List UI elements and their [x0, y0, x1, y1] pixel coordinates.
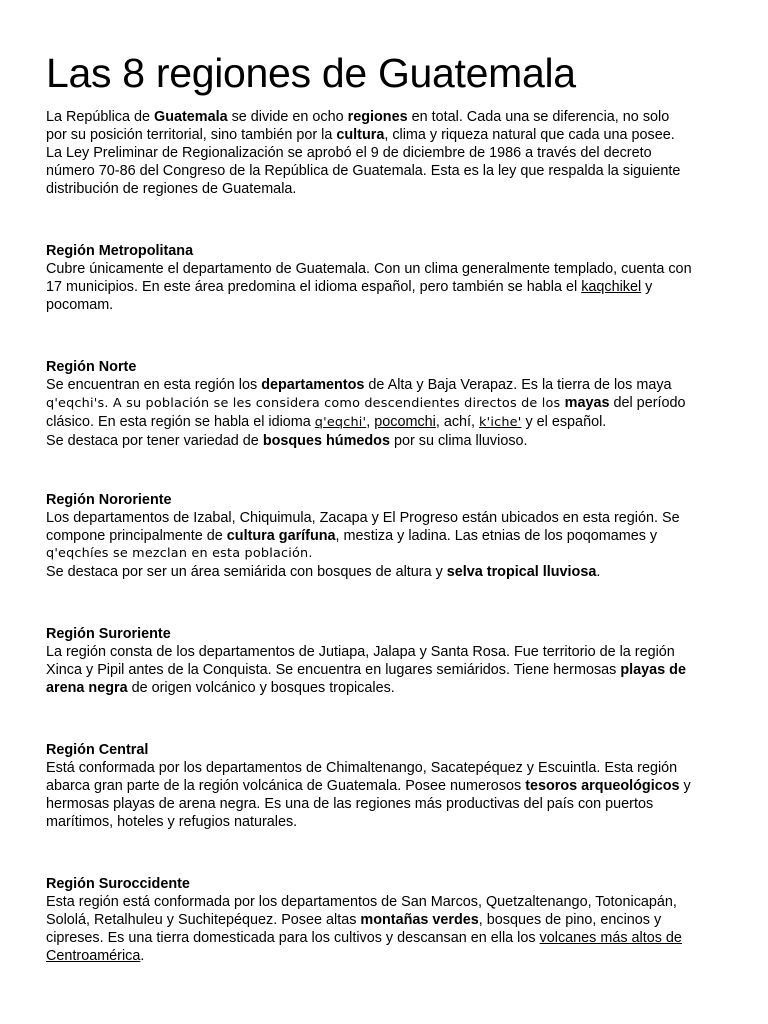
page-title: Las 8 regiones de Guatemala	[46, 50, 576, 96]
text: q'eqchi's. A su población se les considera como descendientes directos de los	[46, 396, 565, 411]
text: Cubre únicamente el departamento de Guatemala. Con un clima generalmente templado, cuenta con	[46, 261, 692, 277]
text: , achí,	[435, 414, 480, 430]
link-kiche[interactable]: k'iche'	[479, 415, 522, 430]
link-pocomchi[interactable]: pocomchi	[374, 414, 436, 430]
intro-paragraph	[46, 108, 736, 198]
text: pocomam.	[46, 297, 114, 313]
section-body-metropolitana	[46, 260, 736, 314]
text: de origen volcánico y bosques tropicales.	[127, 680, 395, 696]
text: Está conformada por los departamentos de Chimaltenango, Sacatepéquez y Escuintla. Esta región	[46, 760, 678, 776]
text: Se destaca por ser un área semiárida con bosques de altura y	[46, 564, 447, 580]
text: La Ley Preliminar de Regionalización se aprobó el 9 de diciembre de 1986 a través del decreto	[46, 145, 652, 161]
bold-text: bosques húmedos	[262, 433, 390, 449]
bold-text: arena negra	[46, 680, 128, 696]
text: ,	[366, 414, 375, 430]
text: Los departamentos de Izabal, Chiquimula, Zacapa y El Progreso están ubicados en esta región. Se	[46, 510, 680, 526]
section-heading-norte: Región Norte	[46, 359, 137, 375]
text: por su posición territorial, sino también por la	[46, 127, 337, 143]
text: La República de	[46, 109, 155, 125]
bold-text: cultura garífuna	[226, 528, 336, 544]
text: número 70-86 del Congreso de la República de Guatemala. Esta es la ley que respalda la siguiente	[46, 163, 681, 179]
section-body-norte	[46, 376, 736, 450]
text: y	[679, 778, 691, 794]
section-heading-central: Región Central	[46, 742, 149, 758]
bold-text: Guatemala	[154, 109, 228, 125]
text: por su clima lluvioso.	[389, 433, 528, 449]
section-heading-suroriente: Región Suroriente	[46, 626, 171, 642]
text: abarca gran parte de la región volcánica de Guatemala. Posee numerosos	[46, 778, 526, 794]
text: compone principalmente de	[46, 528, 227, 544]
text: , bosques de pino, encinos y	[478, 912, 662, 928]
text: Esta región está conformada por los departamentos de San Marcos, Quetzaltenango, Totonicapán,	[46, 894, 677, 910]
text: q'eqchíes se mezclan en esta población.	[46, 546, 313, 561]
section-body-suroriente	[46, 643, 736, 697]
section-heading-metropolitana: Región Metropolitana	[46, 243, 194, 259]
text: Se destaca por tener variedad de	[46, 433, 263, 449]
text: , mestiza y ladina. Las etnias de los poqomames y	[335, 528, 658, 544]
text: La región consta de los departamentos de Jutiapa, Jalapa y Santa Rosa. Fue territorio de la región	[46, 644, 675, 660]
section-body-central	[46, 759, 736, 831]
text: .	[140, 948, 145, 964]
bold-text: playas de	[620, 662, 686, 678]
text: y el español.	[521, 414, 607, 430]
link-volcanes[interactable]: volcanes más altos de	[539, 930, 682, 946]
text: en total. Cada una se diferencia, no solo	[407, 109, 670, 125]
link-qeqchi[interactable]: q'eqchi'	[314, 415, 367, 430]
bold-text: regiones	[347, 109, 408, 125]
bold-text: cultura	[336, 127, 385, 143]
section-body-suroccidente	[46, 893, 736, 965]
link-centroamerica[interactable]: Centroamérica	[46, 948, 141, 964]
link-kaqchikel[interactable]: kaqchikel	[581, 279, 642, 295]
text: Xinca y Pipil antes de la Conquista. Se encuentra en lugares semiáridos. Tiene hermosas	[46, 662, 621, 678]
text: de Alta y Baja Verapaz. Es la tierra de los maya	[364, 377, 672, 393]
bold-text: montañas verdes	[360, 912, 479, 928]
text: cipreses. Es una tierra domesticada para los cultivos y descansan en ella los	[46, 930, 540, 946]
text: distribución de regiones de Guatemala.	[46, 181, 297, 197]
text: 17 municipios. En este área predomina el idioma español, pero también se habla el	[46, 279, 582, 295]
text: .	[596, 564, 601, 580]
text: marítimos, hoteles y refugios naturales.	[46, 814, 298, 830]
text: Sololá, Retalhuleu y Suchitepéquez. Posee altas	[46, 912, 361, 928]
text: , clima y riqueza natural que cada una posee.	[384, 127, 675, 143]
section-heading-nororiente: Región Nororiente	[46, 492, 172, 508]
text: clásico. En esta región se habla el idioma	[46, 414, 315, 430]
section-body-nororiente	[46, 509, 736, 581]
bold-text: tesoros arqueológicos	[525, 778, 680, 794]
text: y	[641, 279, 653, 295]
bold-text: departamentos	[261, 377, 365, 393]
section-heading-suroccidente: Región Suroccidente	[46, 876, 190, 892]
bold-text: mayas	[564, 395, 610, 411]
bold-text: selva tropical lluviosa	[446, 564, 597, 580]
text: Se encuentran en esta región los	[46, 377, 262, 393]
text: hermosas playas de arena negra. Es una de las regiones más productivas del país con puertos	[46, 796, 654, 812]
text: se divide en ocho	[227, 109, 348, 125]
text: del período	[609, 395, 686, 411]
